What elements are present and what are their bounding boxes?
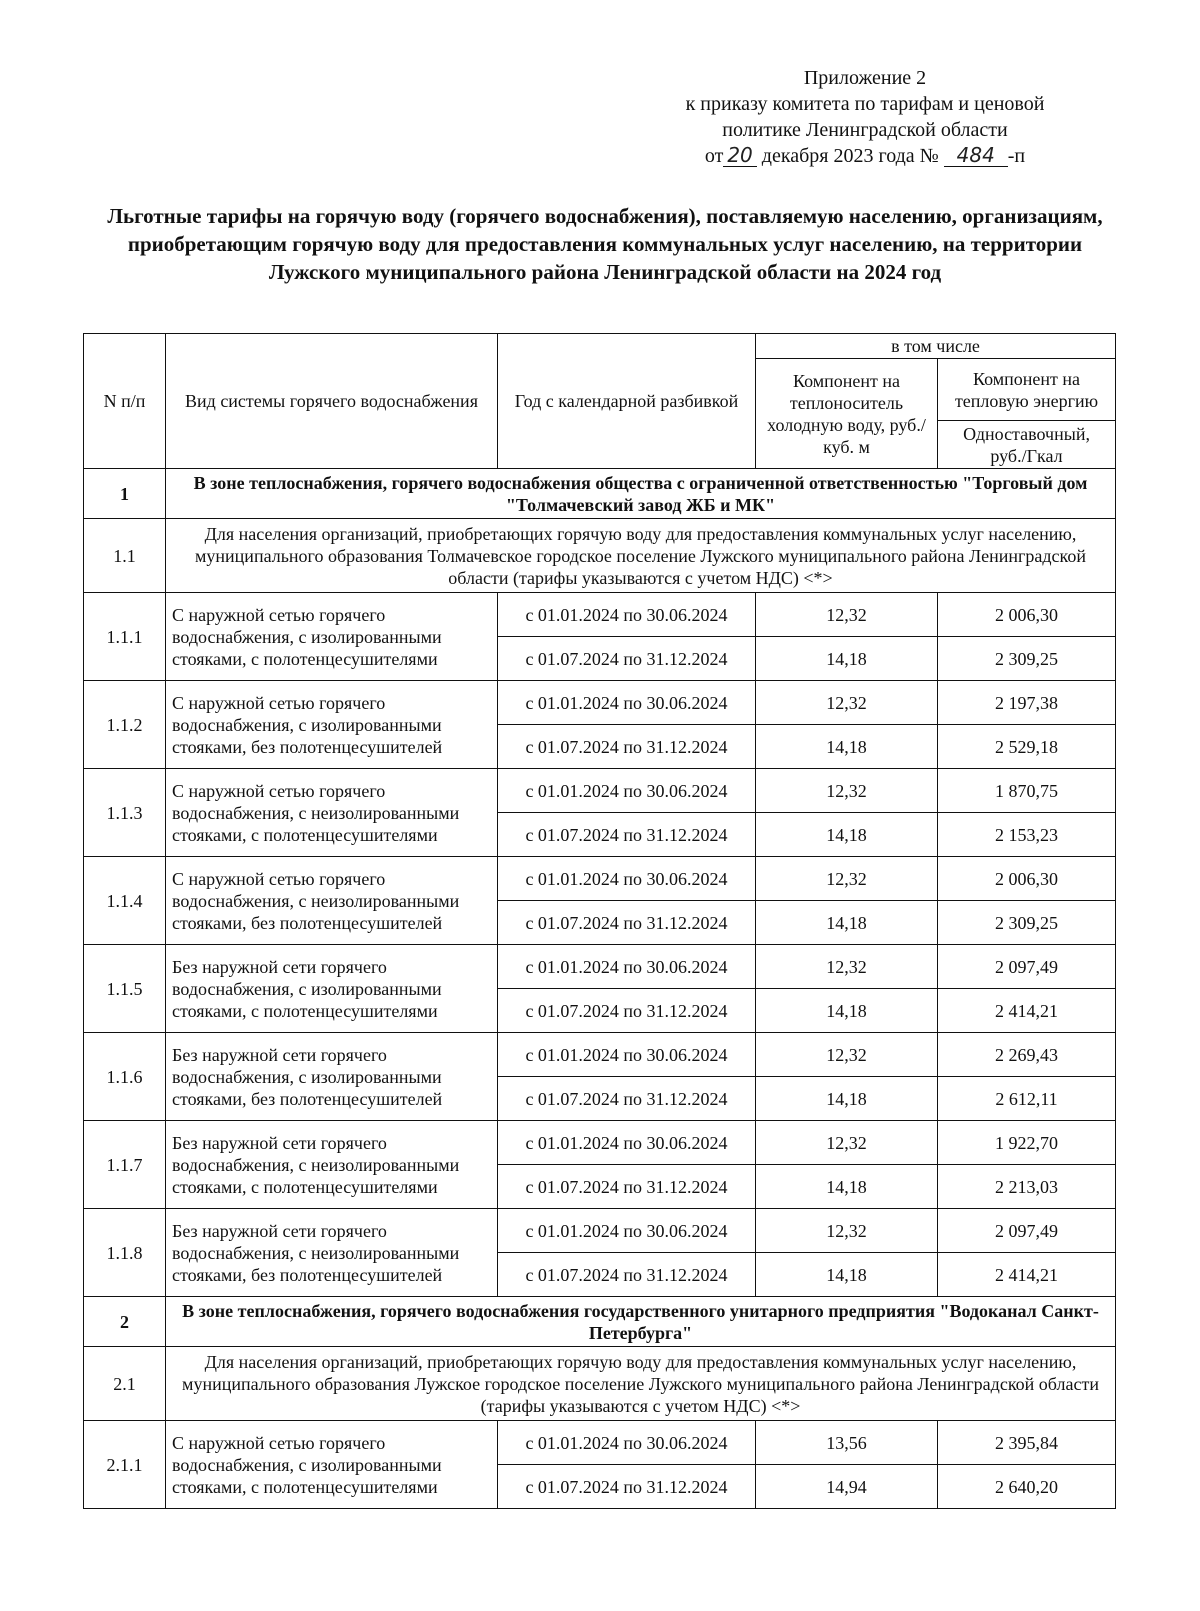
date-prefix: от — [704, 145, 724, 167]
period: с 01.01.2024 по 30.06.2024 — [498, 769, 756, 813]
order-reference-line1: к приказу комитета по тарифам и ценовой — [685, 93, 1045, 115]
period: с 01.07.2024 по 31.12.2024 — [498, 1465, 756, 1509]
period: с 01.01.2024 по 30.06.2024 — [498, 945, 756, 989]
appendix-label: Приложение 2 — [803, 67, 927, 89]
period: с 01.07.2024 по 31.12.2024 — [498, 989, 756, 1033]
document-header — [620, 65, 1110, 169]
order-number-handwritten: 484 — [944, 144, 1008, 167]
system-type: С наружной сетью горячего водоснабжения, с изолированными стояками, с полотенцесушителями — [166, 1421, 498, 1509]
section-number: 1 — [84, 469, 166, 519]
system-type: Без наружной сети горячего водоснабжения, с изолированными стояками, с полотенцесушителями — [166, 945, 498, 1033]
water-component: 14,18 — [756, 813, 938, 857]
heat-component: 1 870,75 — [938, 769, 1116, 813]
table-row — [84, 857, 1116, 901]
water-component: 12,32 — [756, 769, 938, 813]
table-row — [84, 681, 1116, 725]
system-type: С наружной сетью горячего водоснабжения, с неизолированными стояками, с полотенцесушителями — [166, 769, 498, 857]
heat-component: 2 395,84 — [938, 1421, 1116, 1465]
water-component: 14,94 — [756, 1465, 938, 1509]
table-row — [84, 769, 1116, 813]
system-type: С наружной сетью горячего водоснабжения, с изолированными стояками, с полотенцесушителями — [166, 593, 498, 681]
order-reference-line2: политике Ленинградской области — [722, 119, 1008, 141]
system-type: Без наружной сети горячего водоснабжения, с неизолированными стояками, без полотенцесушителей — [166, 1209, 498, 1297]
col-header-heat: Компонент на тепловую энергию — [938, 359, 1116, 421]
tariff-table — [83, 333, 1116, 1509]
system-type: С наружной сетью горячего водоснабжения, с неизолированными стояками, без полотенцесушителей — [166, 857, 498, 945]
water-component: 12,32 — [756, 1121, 938, 1165]
system-type: Без наружной сети горячего водоснабжения, с изолированными стояками, без полотенцесушителей — [166, 1033, 498, 1121]
water-component: 12,32 — [756, 857, 938, 901]
water-component: 14,18 — [756, 901, 938, 945]
date-rest: декабря 2023 года № — [761, 145, 939, 167]
heat-component: 2 414,21 — [938, 1253, 1116, 1297]
heat-component: 2 097,49 — [938, 945, 1116, 989]
section-row — [84, 1297, 1116, 1347]
heat-component: 2 414,21 — [938, 989, 1116, 1033]
order-suffix: -п — [1007, 145, 1026, 167]
water-component: 12,32 — [756, 681, 938, 725]
period: с 01.01.2024 по 30.06.2024 — [498, 857, 756, 901]
document-title: Льготные тарифы на горячую воду (горячего водоснабжения), поставляемую населению, организациям, приобретающим горячую воду для предоставления коммунальных услуг населению, на территории Лужского муниципального района Ленинградской области на 2024 год — [107, 204, 1103, 284]
period: с 01.07.2024 по 31.12.2024 — [498, 637, 756, 681]
subsection-number: 2.1 — [84, 1347, 166, 1421]
period: с 01.01.2024 по 30.06.2024 — [498, 1421, 756, 1465]
order-date-line — [620, 143, 1110, 169]
col-header-water: Компонент на теплоноситель холодную воду, руб./куб. м — [756, 359, 938, 469]
row-number: 1.1.8 — [84, 1209, 166, 1297]
col-header-year: Год с календарной разбивкой — [498, 334, 756, 469]
period: с 01.07.2024 по 31.12.2024 — [498, 725, 756, 769]
col-header-num: N п/п — [84, 334, 166, 469]
col-header-including: в том числе — [756, 334, 1116, 359]
water-component: 14,18 — [756, 725, 938, 769]
heat-component: 2 640,20 — [938, 1465, 1116, 1509]
subsection-row — [84, 519, 1116, 593]
water-component: 13,56 — [756, 1421, 938, 1465]
heat-component: 2 006,30 — [938, 593, 1116, 637]
heat-component: 2 197,38 — [938, 681, 1116, 725]
water-component: 14,18 — [756, 989, 938, 1033]
period: с 01.01.2024 по 30.06.2024 — [498, 1209, 756, 1253]
subsection-number: 1.1 — [84, 519, 166, 593]
period: с 01.01.2024 по 30.06.2024 — [498, 681, 756, 725]
period: с 01.07.2024 по 31.12.2024 — [498, 901, 756, 945]
heat-component: 2 309,25 — [938, 901, 1116, 945]
row-number: 1.1.6 — [84, 1033, 166, 1121]
table-row — [84, 1033, 1116, 1077]
subsection-row — [84, 1347, 1116, 1421]
water-component: 12,32 — [756, 945, 938, 989]
period: с 01.01.2024 по 30.06.2024 — [498, 1033, 756, 1077]
heat-component: 2 309,25 — [938, 637, 1116, 681]
heat-component: 2 213,03 — [938, 1165, 1116, 1209]
system-type: С наружной сетью горячего водоснабжения, с изолированными стояками, без полотенцесушителей — [166, 681, 498, 769]
row-number: 1.1.4 — [84, 857, 166, 945]
row-number: 1.1.2 — [84, 681, 166, 769]
water-component: 14,18 — [756, 1165, 938, 1209]
period: с 01.07.2024 по 31.12.2024 — [498, 1077, 756, 1121]
heat-component: 2 529,18 — [938, 725, 1116, 769]
section-row — [84, 469, 1116, 519]
section-number: 2 — [84, 1297, 166, 1347]
table-row — [84, 1421, 1116, 1465]
heat-component: 2 006,30 — [938, 857, 1116, 901]
period: с 01.07.2024 по 31.12.2024 — [498, 1165, 756, 1209]
heat-component: 1 922,70 — [938, 1121, 1116, 1165]
water-component: 14,18 — [756, 1253, 938, 1297]
row-number: 1.1.3 — [84, 769, 166, 857]
row-number: 1.1.1 — [84, 593, 166, 681]
system-type: Без наружной сети горячего водоснабжения, с неизолированными стояками, с полотенцесушителями — [166, 1121, 498, 1209]
date-day-handwritten: 20 — [723, 144, 756, 167]
subsection-title: Для населения организаций, приобретающих горячую воду для предоставления коммунальных услуг населению, муниципального образования Лужское городское поселение Лужского муниципального района Ленинградской области (тарифы указываются с учетом НДС) <*> — [166, 1347, 1116, 1421]
tariff-table-body — [84, 469, 1116, 1509]
subsection-title: Для населения организаций, приобретающих горячую воду для предоставления коммунальных услуг населению, муниципального образования Толмачевское городское поселение Лужского муниципального района Ленинградской области (тарифы указываются с учетом НДС) <*> — [166, 519, 1116, 593]
row-number: 1.1.5 — [84, 945, 166, 1033]
water-component: 12,32 — [756, 1033, 938, 1077]
table-row — [84, 945, 1116, 989]
water-component: 14,18 — [756, 637, 938, 681]
water-component: 12,32 — [756, 1209, 938, 1253]
table-row — [84, 1121, 1116, 1165]
section-title: В зоне теплоснабжения, горячего водоснабжения общества с ограниченной ответственностью "Торговый дом "Толмачевский завод ЖБ и МК" — [166, 469, 1116, 519]
heat-component: 2 612,11 — [938, 1077, 1116, 1121]
col-header-system: Вид системы горячего водоснабжения — [166, 334, 498, 469]
water-component: 12,32 — [756, 593, 938, 637]
period: с 01.01.2024 по 30.06.2024 — [498, 1121, 756, 1165]
period: с 01.07.2024 по 31.12.2024 — [498, 1253, 756, 1297]
heat-component: 2 153,23 — [938, 813, 1116, 857]
col-header-heat-sub: Одноставочный, руб./Гкал — [938, 421, 1116, 469]
table-row — [84, 1209, 1116, 1253]
heat-component: 2 269,43 — [938, 1033, 1116, 1077]
heat-component: 2 097,49 — [938, 1209, 1116, 1253]
period: с 01.07.2024 по 31.12.2024 — [498, 813, 756, 857]
table-row — [84, 593, 1116, 637]
period: с 01.01.2024 по 30.06.2024 — [498, 593, 756, 637]
water-component: 14,18 — [756, 1077, 938, 1121]
row-number: 1.1.7 — [84, 1121, 166, 1209]
section-title: В зоне теплоснабжения, горячего водоснабжения государственного унитарного предприятия "Водоканал Санкт-Петербурга" — [166, 1297, 1116, 1347]
row-number: 2.1.1 — [84, 1421, 166, 1509]
